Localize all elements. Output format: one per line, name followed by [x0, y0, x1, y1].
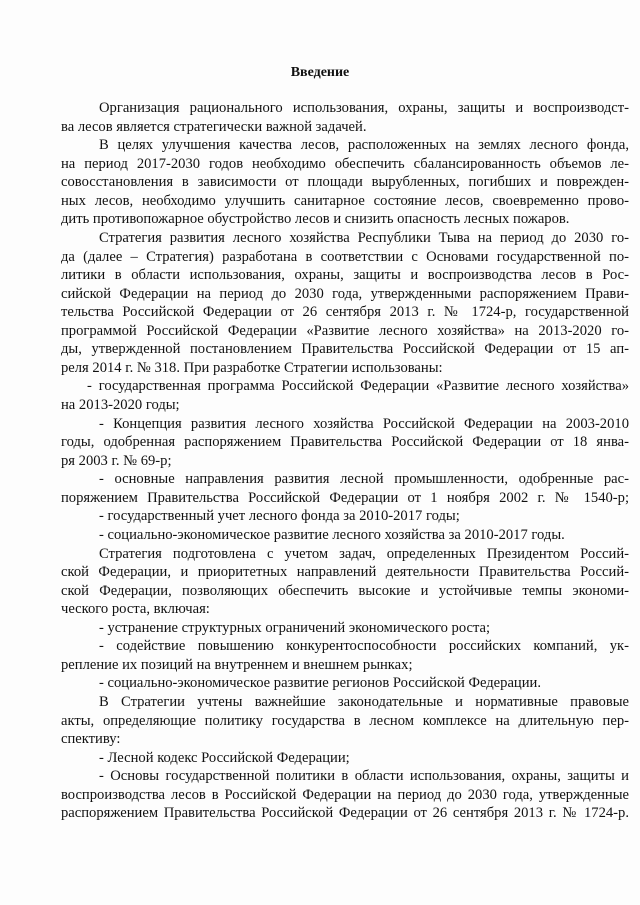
- text-line: В Стратегии учтены важнейшие законодательные и нормативные правовые: [99, 694, 629, 710]
- text-line: Организация рационального использования, охраны, защиты и воспроизводст-: [99, 100, 629, 116]
- text-line: годы, одобренная распоряжением Правительства Российской Федерации от 18 янва-: [61, 434, 629, 451]
- text-line: ской Федерации, позволяющих обеспечить высокие и устойчивые темпы экономи-: [61, 582, 629, 599]
- document-body: [61, 99, 629, 823]
- text-line: воспроизводства лесов в Российской Федерации на период до 2030 года, утвержденные: [61, 786, 629, 803]
- text-line: ных лесов, необходимо улучшить санитарное состояние лесов, своевременно прово-: [61, 192, 629, 209]
- text-line: да (далее – Стратегия) разработана в соответствии с Основами государственной по-: [61, 248, 629, 265]
- text-line: ской Федерации, и приоритетных направлений деятельности Правительства Россий-: [61, 564, 629, 581]
- text-line: Стратегия развития лесного хозяйства Республики Тыва на период до 2030 го-: [99, 229, 629, 246]
- text-line: - Концепция развития лесного хозяйства Российской Федерации на 2003-2010: [99, 415, 629, 432]
- document-title: Введение: [290, 65, 350, 80]
- text-line: программой Российской Федерации «Развитие лесного хозяйства» на 2013-2020 го-: [61, 322, 629, 339]
- text-line: на период 2017-2030 годов необходимо обеспечить сбалансированность объемов ле-: [61, 155, 629, 172]
- text-line: - социально-экономическое развитие регионов Российской Федерации.: [99, 675, 542, 692]
- text-line: распоряжением Правительства Российской Федерации от 26 сентября 2013 г. № 1724-р.: [61, 805, 629, 822]
- text-line: реля 2014 г. № 318. При разработке Стратегии использованы:: [61, 359, 443, 376]
- text-line: тельства Российской Федерации от 26 сентября 2013 г. № 1724-р, государственной: [61, 304, 629, 321]
- text-line: - содействие повышению конкурентоспособности российских компаний, ук-: [99, 638, 629, 655]
- text-line: репление их позиций на внутреннем и внешнем рынках;: [61, 656, 413, 673]
- text-line: - социально-экономическое развитие лесного хозяйства за 2010-2017 годы.: [99, 526, 565, 543]
- text-line: - Основы государственной политики в области использования, охраны, защиты и: [99, 768, 629, 785]
- text-line: сийской Федерации на период до 2030 года, утвержденными распоряжением Прави-: [61, 285, 629, 302]
- text-line: - государственная программа Российской Федерации «Развитие лесного хозяйства»: [87, 378, 629, 395]
- text-line: поряжением Правительства Российской Федерации от 1 ноября 2002 г. № 1540-р;: [61, 489, 629, 506]
- text-line: на 2013-2020 годы;: [61, 397, 180, 413]
- text-line: дить противопожарное обустройство лесов и снизить опасность лесных пожаров.: [61, 211, 570, 228]
- text-line: В целях улучшения качества лесов, расположенных на землях лесного фонда,: [99, 137, 629, 154]
- text-line: ческого роста, включая:: [61, 601, 210, 618]
- text-line: - Лесной кодекс Российской Федерации;: [99, 749, 350, 766]
- text-line: - устранение структурных ограничений экономического роста;: [99, 619, 491, 636]
- text-line: ва лесов является стратегически важной задачей.: [61, 118, 367, 135]
- text-line: акты, определяющие политику государства в лесном комплексе на длительную пер-: [61, 712, 629, 729]
- text-line: ря 2003 г. № 69-р;: [61, 452, 172, 469]
- text-line: спективу:: [61, 731, 121, 748]
- text-line: Стратегия подготовлена с учетом задач, определенных Президентом Россий-: [99, 545, 629, 562]
- text-line: совосстановления в зависимости от площади вырубленных, погибших и поврежден-: [61, 174, 629, 191]
- text-line: ды, утвержденной постановлением Правительства Российской Федерации от 15 ап-: [61, 341, 629, 358]
- text-line: литики в области использования, охраны, защиты и воспроизводства лесов в Рос-: [61, 267, 629, 284]
- text-line: - основные направления развития лесной промышленности, одобренные рас-: [99, 471, 629, 488]
- text-line: - государственный учет лесного фонда за 2010-2017 годы;: [99, 508, 460, 525]
